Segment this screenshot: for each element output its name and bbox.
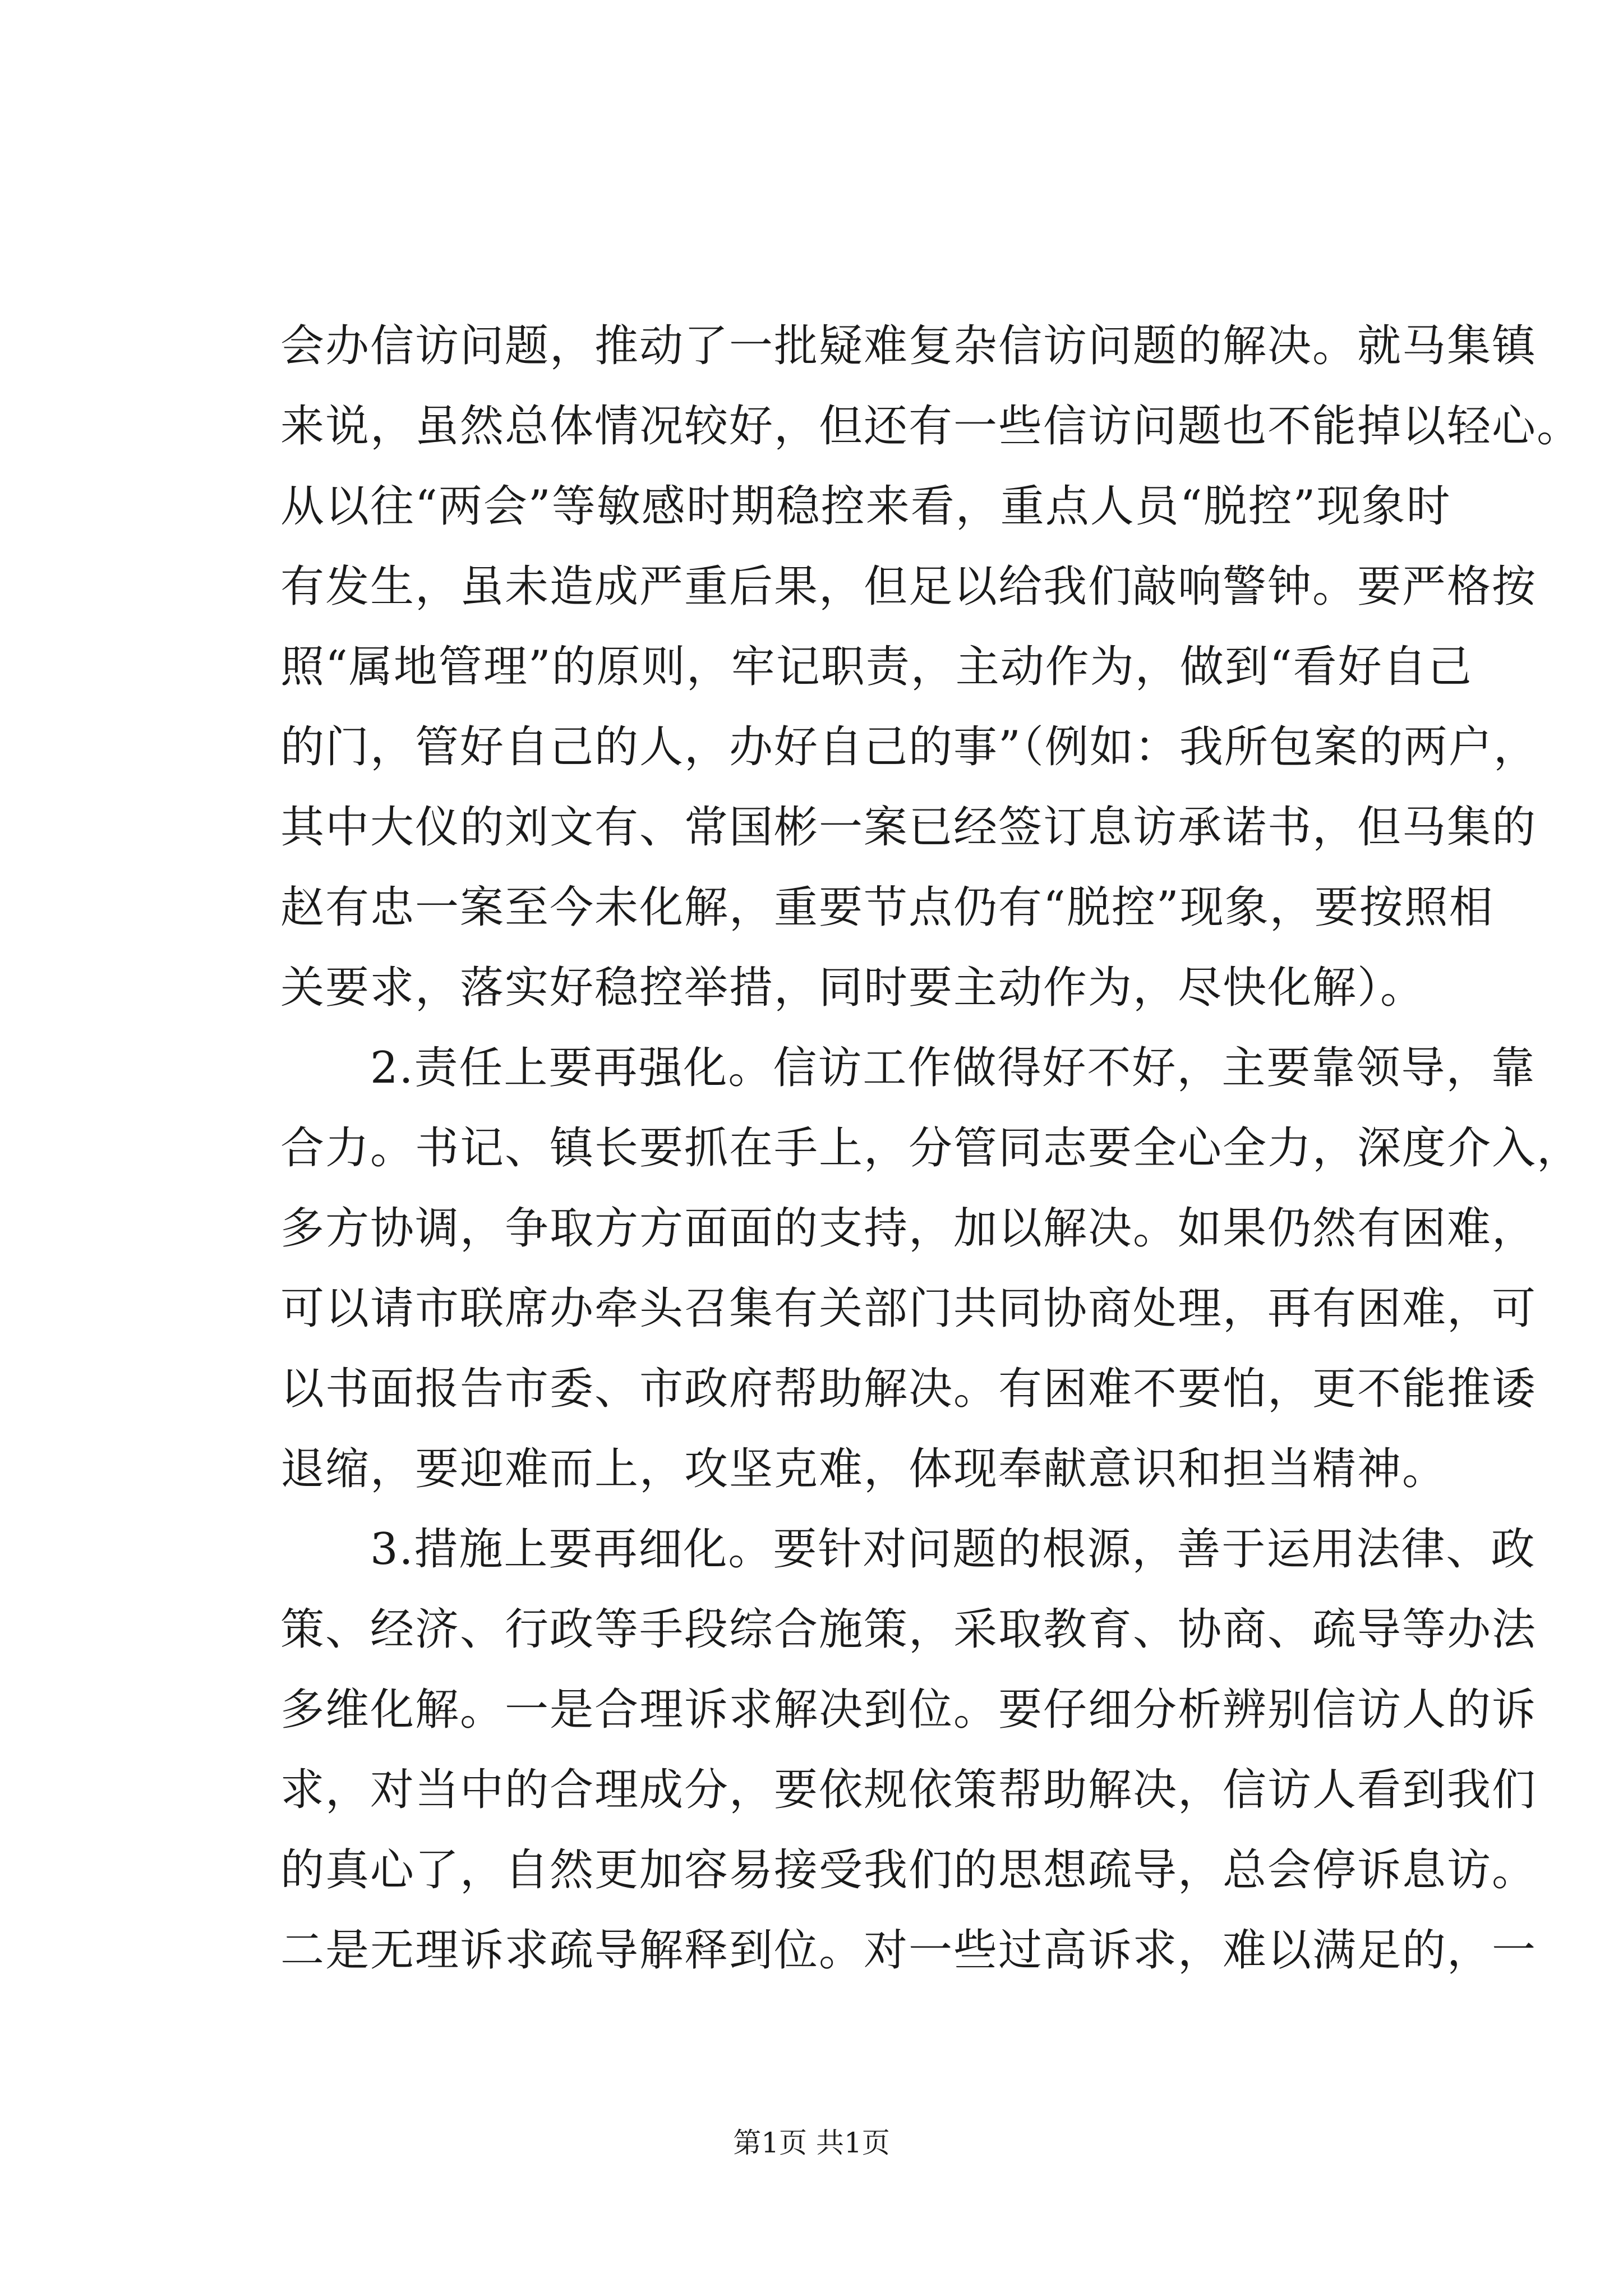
text-line: 二是无理诉求疏导解释到位。对一些过高诉求，难以满足的，一	[280, 1925, 1537, 1976]
text-line: 的真心了，自然更加容易接受我们的思想疏导，总会停诉息访。	[280, 1845, 1537, 1895]
text-line: 照“属地管理”的原则，牢记职责，主动作为，做到“看好自己	[280, 642, 1473, 692]
text-line: 会办信访问题，推动了一批疑难复杂信访问题的解决。就马集镇	[280, 321, 1537, 371]
text-line: 多方协调，争取方方面面的支持，加以解决。如果仍然有困难，	[280, 1203, 1537, 1254]
text-line: 策、经济、行政等手段综合施策，采取教育、协商、疏导等办法	[280, 1604, 1537, 1655]
text-line: 2.责任上要再强化。信访工作做得好不好，主要靠领导，靠	[370, 1043, 1536, 1093]
text-line: 的门，管好自己的人，办好自己的事”（例如：我所包案的两户，	[280, 722, 1538, 772]
text-line: 以书面报告市委、市政府帮助解决。有困难不要怕，更不能推诿	[280, 1364, 1537, 1414]
text-line: 关要求，落实好稳控举措，同时要主动作为，尽快化解）。	[280, 963, 1426, 1013]
text-line: 来说，虽然总体情况较好，但还有一些信访问题也不能掉以轻心。	[280, 401, 1582, 452]
text-line: 其中大仪的刘文有、常国彬一案已经签订息访承诺书，但马集的	[280, 802, 1537, 853]
text-line: 可以请市联席办牵头召集有关部门共同协商处理，再有困难，可	[280, 1283, 1537, 1334]
text-line: 有发生，虽未造成严重后果，但足以给我们敲响警钟。要严格按	[280, 562, 1537, 612]
text-line: 3.措施上要再细化。要针对问题的根源，善于运用法律、政	[370, 1524, 1536, 1575]
text-line: 从以往“两会”等敏感时期稳控来看，重点人员“脱控”现象时	[280, 481, 1451, 532]
text-line: 合力。书记、镇长要抓在手上，分管同志要全心全力，深度介入，	[280, 1123, 1582, 1174]
text-line: 赵有忠一案至今未化解，重要节点仍有“脱控”现象，要按照相	[280, 882, 1494, 933]
text-line: 求，对当中的合理成分，要依规依策帮助解决，信访人看到我们	[280, 1765, 1537, 1815]
page-footer: 第1页 共1页	[733, 2127, 890, 2159]
text-line: 多维化解。一是合理诉求解决到位。要仔细分析辨别信访人的诉	[280, 1685, 1537, 1735]
text-line: 退缩，要迎难而上，攻坚克难，体现奉献意识和担当精神。	[280, 1444, 1447, 1494]
